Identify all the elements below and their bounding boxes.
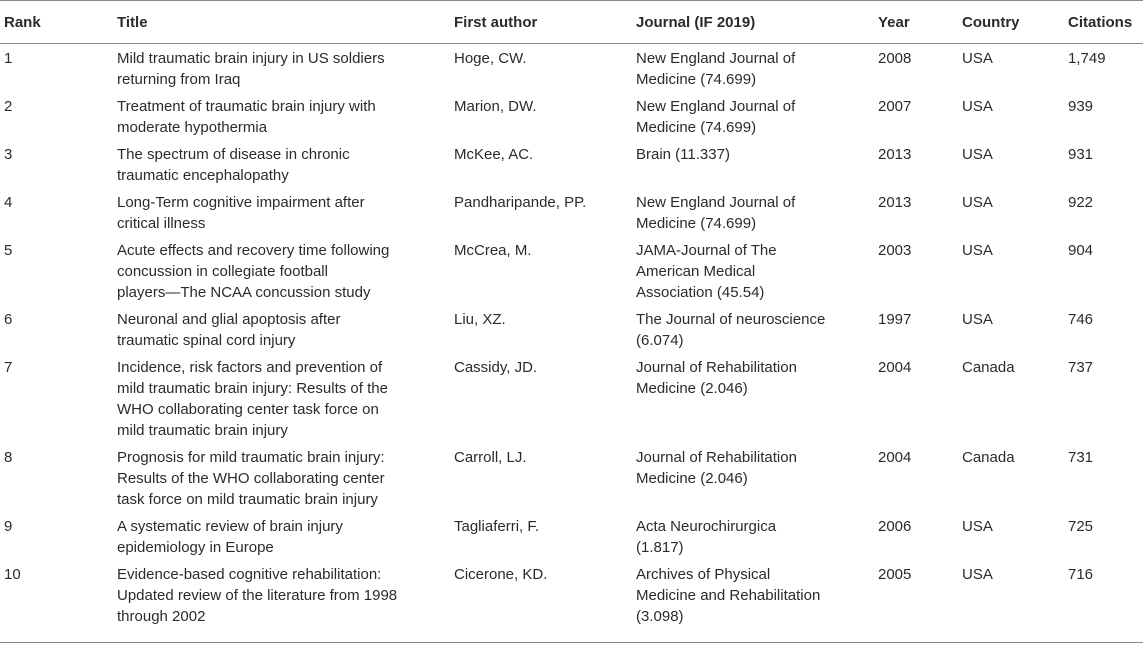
table-row [0,140,1143,188]
journal-line: New England Journal of [636,98,796,115]
journal-line: JAMA-Journal of The [636,242,777,259]
year-cell: 2005 [874,560,958,643]
title-line: Neuronal and glial apoptosis after [117,311,341,328]
year-cell: 1997 [878,311,912,328]
rank-cell: 9 [4,518,13,535]
journal-line: Archives of Physical [636,566,771,583]
citations-cell: 725 [1068,518,1094,535]
rank-cell: 10 [0,560,113,643]
journal-line: (1.817) [636,539,684,556]
country-cell: USA [962,194,993,211]
title-line: through 2002 [117,608,206,625]
country-cell: USA [958,560,1064,643]
title-cell [113,140,450,188]
country-cell: USA [962,146,993,163]
table-row [0,560,1143,643]
table-row [0,92,1143,140]
title-line: traumatic encephalopathy [117,167,289,184]
header-citations: Citations [1064,1,1143,44]
journal-cell [632,305,874,353]
journal-line: New England Journal of [636,50,796,67]
title-line: task force on mild traumatic brain injury [117,491,378,508]
citations-cell: 922 [1068,194,1094,211]
country-cell: USA [962,98,993,115]
title-line: A systematic review of brain injury [117,518,343,535]
country-cell: USA [962,50,993,67]
journal-line: Medicine (74.699) [636,119,757,136]
table-row [0,353,1143,443]
year-cell: 2013 [878,146,912,163]
title-line: Prognosis for mild traumatic brain injury: [117,449,385,466]
year-cell: 2008 [878,50,912,67]
table-row [0,305,1143,353]
first-author-cell: Liu, XZ. [454,311,506,328]
first-author-cell: McKee, AC. [454,146,534,163]
journal-line: Journal of Rehabilitation [636,359,797,376]
table-row [0,236,1143,305]
journal-cell [632,92,874,140]
country-cell: USA [962,242,993,259]
country-cell: USA [962,311,993,328]
title-line: Incidence, risk factors and prevention of [117,359,383,376]
first-author-cell: McCrea, M. [454,242,532,259]
first-author-cell: Cassidy, JD. [454,359,538,376]
table-row [0,188,1143,236]
header-journal: Journal (IF 2019) [632,1,874,44]
journal-line: Medicine and Rehabilitation [636,587,821,604]
title-line: The spectrum of disease in chronic [117,146,350,163]
title-line: players—The NCAA concussion study [117,284,371,301]
header-year: Year [874,1,958,44]
title-line: Mild traumatic brain injury in US soldiers [117,50,385,67]
citations-cell: 731 [1068,449,1094,466]
rank-cell: 7 [4,359,13,376]
journal-line: Brain (11.337) [636,146,730,163]
title-line: Long-Term cognitive impairment after [117,194,365,211]
header-rank: Rank [0,1,113,44]
title-line: epidemiology in Europe [117,539,274,556]
title-line: Evidence-based cognitive rehabilitation: [117,566,382,583]
journal-cell [632,44,874,93]
title-line: Updated review of the literature from 1998 [117,587,398,604]
country-cell: USA [962,518,993,535]
citations-cell: 746 [1068,311,1094,328]
table-row [0,443,1143,512]
table-row [0,44,1143,93]
header-country: Country [958,1,1064,44]
rank-cell: 8 [4,449,13,466]
title-cell [113,305,450,353]
journal-line: The Journal of neuroscience [636,311,826,328]
title-cell [113,560,450,643]
journal-cell [632,560,874,643]
journal-cell [632,443,874,512]
header-first-author: First author [450,1,632,44]
title-line: traumatic spinal cord injury [117,332,296,349]
title-line: Results of the WHO collaborating center [117,470,385,487]
header-row [0,1,1143,44]
country-cell: Canada [962,449,1015,466]
journal-line: Association (45.54) [636,284,765,301]
year-cell: 2006 [878,518,912,535]
first-author-cell: Pandharipande, PP. [454,194,587,211]
first-author-cell: Carroll, LJ. [454,449,527,466]
rank-cell: 2 [4,98,13,115]
title-cell [113,236,450,305]
first-author-cell: Hoge, CW. [454,50,527,67]
title-cell [113,512,450,560]
year-cell: 2004 [878,449,912,466]
header-title: Title [113,1,450,44]
journal-line: (6.074) [636,332,684,349]
year-cell: 2003 [878,242,912,259]
journal-line: New England Journal of [636,194,796,211]
journal-line: Acta Neurochirurgica [636,518,777,535]
journal-line: Medicine (74.699) [636,215,757,232]
journal-line: Medicine (74.699) [636,71,757,88]
rank-cell: 5 [4,242,13,259]
title-cell [113,44,450,93]
citations-cell: 931 [1068,146,1094,163]
first-author-cell: Marion, DW. [454,98,537,115]
journal-line: Medicine (2.046) [636,470,748,487]
rank-cell: 1 [4,50,13,67]
title-cell [113,443,450,512]
first-author-cell: Tagliaferri, F. [454,518,540,535]
citations-cell: 939 [1068,98,1094,115]
title-line: moderate hypothermia [117,119,268,136]
year-cell: 2007 [878,98,912,115]
journal-line: (3.098) [636,608,684,625]
title-cell [113,353,450,443]
journal-line: Journal of Rehabilitation [636,449,797,466]
title-line: Treatment of traumatic brain injury with [117,98,376,115]
journal-cell [632,512,874,560]
title-cell [113,92,450,140]
journal-cell [632,236,874,305]
title-cell [113,188,450,236]
journal-line: Medicine (2.046) [636,380,748,397]
citations-cell: 904 [1068,242,1094,259]
journal-cell [632,188,874,236]
rank-cell: 3 [4,146,13,163]
country-cell: Canada [962,359,1015,376]
journal-cell [632,140,874,188]
citations-cell: 1,749 [1068,50,1106,67]
title-line: WHO collaborating center task force on [117,401,379,418]
rank-cell: 4 [4,194,13,211]
title-line: Acute effects and recovery time following [117,242,390,259]
title-line: concussion in collegiate football [117,263,328,280]
citations-cell: 737 [1068,359,1094,376]
journal-cell [632,353,874,443]
first-author-cell: Cicerone, KD. [450,560,632,643]
table-row [0,512,1143,560]
title-line: mild traumatic brain injury: Results of the [117,380,388,397]
journal-line: American Medical [636,263,756,280]
title-line: critical illness [117,215,206,232]
title-line: mild traumatic brain injury [117,422,288,439]
year-cell: 2004 [878,359,912,376]
citations-cell: 716 [1064,560,1143,643]
title-line: returning from Iraq [117,71,241,88]
year-cell: 2013 [878,194,912,211]
rank-cell: 6 [4,311,13,328]
